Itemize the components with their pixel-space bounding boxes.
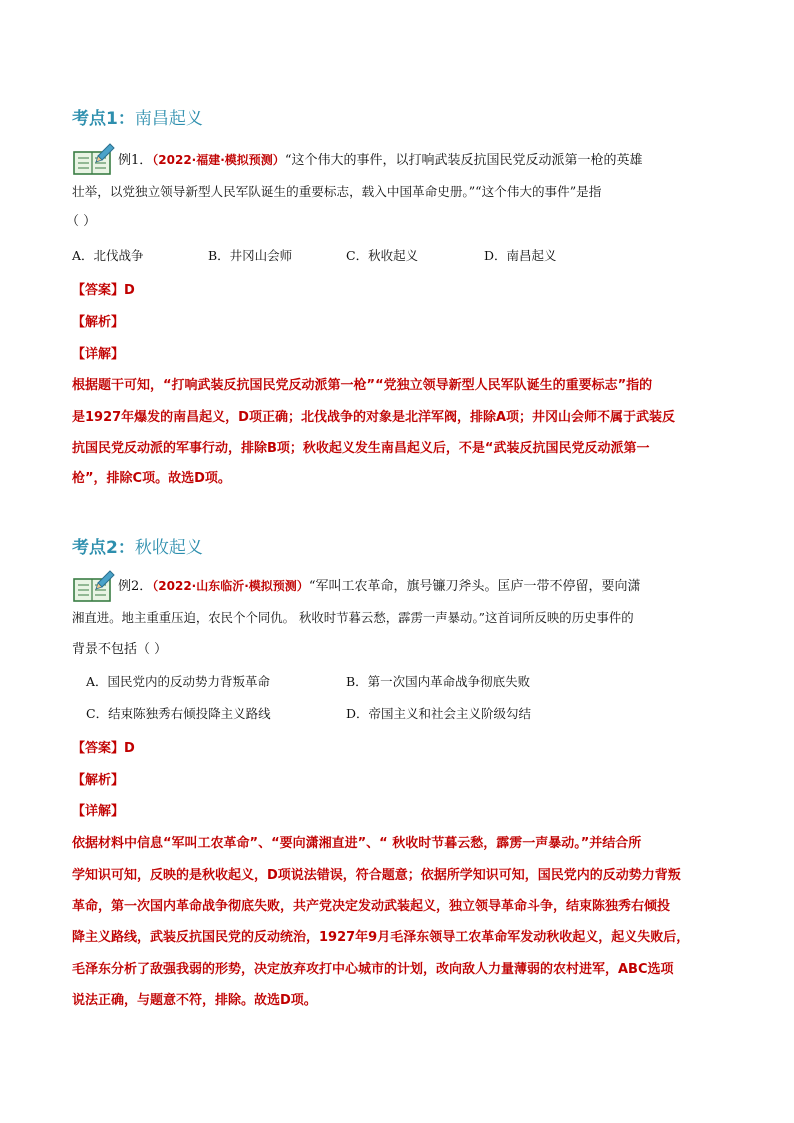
option-d: D．帝国主义和社会主义阶级勾结: [346, 706, 532, 721]
option-c: C．秋收起义: [346, 248, 419, 263]
analysis-label: 【解析】: [72, 315, 125, 330]
question-source: （2022·福建·模拟预测）: [152, 153, 285, 167]
notebook-pencil-icon: [72, 569, 116, 603]
option-b: B．井冈山会师: [208, 248, 293, 263]
question-1-line-1: [118, 152, 642, 169]
question-2-line-2: 湘直进。地主重重压迫，农民个个同仇。 秋收时节暮云愁，霹雳一声暴动。”这首词所反映的历史事件的: [72, 610, 634, 625]
option-a: A．国民党内的反动势力背叛革命: [86, 674, 271, 689]
detail-line: 根据题干可知，“打响武装反抗国民党反动派第一枪”“党独立领导新型人民军队诞生的重要标志”指的: [72, 378, 653, 393]
detail-line: 枪”，排除C项。故选D项。: [72, 471, 231, 486]
section-heading-1: [72, 104, 203, 129]
section-label: 考点1：: [72, 109, 135, 129]
question-2-line-3: 背景不包括（ ）: [72, 642, 168, 657]
question-1-line-2: 壮举，以党独立领导新型人民军队诞生的重要标志，载入中国革命史册。”“这个伟大的事件”是指: [72, 184, 602, 199]
section-title: 南昌起义: [134, 109, 203, 129]
question-2-line-1: [118, 578, 640, 595]
option-d: D．南昌起义: [484, 248, 557, 263]
section-label: 考点2：: [72, 538, 135, 558]
detail-line: 学知识可知，反映的是秋收起义，D项说法错误，符合题意；依据所学知识可知，国民党内的反动势力背叛: [72, 868, 681, 883]
detail-line: 降主义路线，武装反抗国民党的反动统治，1927年9月毛泽东领导工农革命军发动秋收起义，起义失败后，: [72, 930, 690, 945]
detail-line: 毛泽东分析了敌强我弱的形势，决定放弃攻打中心城市的计划，改向敌人力量薄弱的农村进军，ABC选项: [72, 962, 674, 977]
answer-value: D: [124, 741, 135, 756]
answer-value: D: [124, 283, 135, 298]
section-heading-2: [72, 533, 203, 558]
answer-line: [72, 737, 135, 756]
detail-line: 说法正确，与题意不符，排除。故选D项。: [72, 993, 317, 1008]
detail-line: 是1927年爆发的南昌起义，D项正确；北伐战争的对象是北洋军阀，排除A项；井冈山会师不属于武装反: [72, 410, 676, 425]
question-number: 例1．: [118, 153, 153, 168]
option-a: A．北伐战争: [72, 248, 144, 263]
option-b: B．第一次国内革命战争彻底失败: [346, 674, 531, 689]
detail-line: 抗国民党反动派的军事行动，排除B项；秋收起义发生南昌起义后，不是“武装反抗国民党反动派第一: [72, 441, 650, 456]
section-title: 秋收起义: [134, 538, 203, 558]
option-c: C．结束陈独秀右倾投降主义路线: [86, 706, 271, 721]
detail-line: 依据材料中信息“军叫工农革命”、“要向潇湘直进”、“ 秋收时节暮云愁，霹雳一声暴动。”并结合所: [72, 836, 642, 851]
question-1-line-3: （ ）: [66, 214, 97, 229]
analysis-label: 【解析】: [72, 773, 125, 788]
answer-line: [72, 279, 135, 298]
question-text: “军叫工农革命，旗号镰刀斧头。匡庐一带不停留，要向潇: [308, 579, 641, 594]
detail-line: 革命，第一次国内革命战争彻底失败，共产党决定发动武装起义，独立领导革命斗争，结束陈独秀右倾投: [72, 899, 671, 914]
question-source: （2022·山东临沂·模拟预测）: [152, 579, 309, 593]
detail-label: 【详解】: [72, 804, 125, 819]
detail-label: 【详解】: [72, 347, 125, 362]
answer-label: 【答案】: [72, 283, 125, 298]
question-number: 例2．: [118, 579, 153, 594]
notebook-pencil-icon: [72, 142, 116, 176]
answer-label: 【答案】: [72, 741, 125, 756]
question-text: “这个伟大的事件，以打响武装反抗国民党反动派第一枪的英雄: [284, 153, 643, 168]
